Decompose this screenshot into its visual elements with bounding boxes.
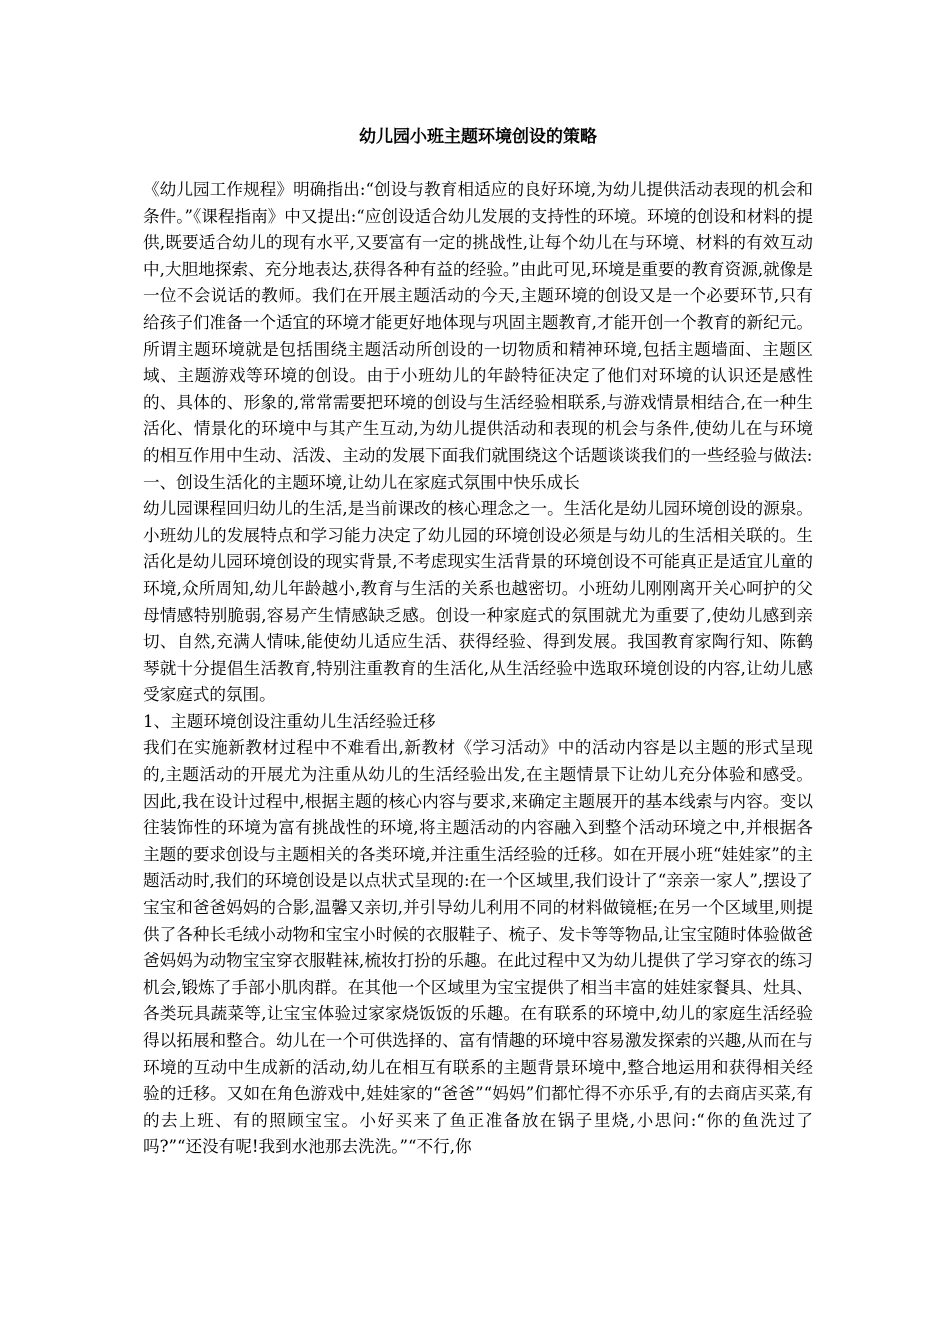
section-1-paragraph: 幼儿园课程回归幼儿的生活,是当前课改的核心理念之一。生活化是幼儿园环境创设的源泉。小班幼儿的发展特点和学习能力决定了幼儿园的环境创设必须是与幼儿的生活相关联的。生活化是幼儿园环境创设的现实背景,不考虑现实生活背景的环境创设不可能真正是适宜儿童的环境,众所周知,幼儿年龄越小,教育与生活的关系也越密切。小班幼儿刚刚离开关心呵护的父母情感特别脆弱,容易产生情感缺乏感。创设一种家庭式的氛围就尤为重要了,使幼儿感到亲切、自然,充满人情味,能使幼儿适应生活、获得经验、得到发展。我国教育家陶行知、陈鹤琴就十分提倡生活教育,特别注重教育的生活化,从生活经验中选取环境创设的内容,让幼儿感受家庭式的氛围。 [143,499,813,705]
document-title: 幼儿园小班主题环境创设的策略 [359,127,597,147]
intro-paragraph: 《幼儿园工作规程》明确指出:“创设与教育相适应的良好环境,为幼儿提供活动表现的机会和条件。”《课程指南》中又提出:“应创设适合幼儿发展的支持性的环境。环境的创设和材料的提供,既要适合幼儿的现有水平,又要富有一定的挑战性,让每个幼儿在与环境、材料的有效互动中,大胆地探索、充分地表达,获得各种有益的经验。”由此可见,环境是重要的教育资源,就像是一位不会说话的教师。我们在开展主题活动的今天,主题环境的创设又是一个必要环节,只有给孩子们准备一个适宜的环境才能更好地体现与巩固主题教育,才能开创一个教育的新纪元。所谓主题环境就是包括围绕主题活动所创设的一切物质和精神环境,包括主题墙面、主题区域、主题游戏等环境的创设。由于小班幼儿的年龄特征决定了他们对环境的认识还是感性的、具体的、形象的,常常需要把环境的创设与生活经验相联系,与游戏情景相结合,在一种生活化、情景化的环境中与其产生互动,为幼儿提供活动和表现的机会与条件,使幼儿在与环境的相互作用中生动、活泼、主动的发展下面我们就围绕这个话题谈谈我们的一些经验与做法: [143,180,813,465]
subsection-heading-1: 1、主题环境创设注重幼儿生活经验迁移 [143,711,436,731]
subsection-1-paragraph: 我们在实施新教材过程中不难看出,新教材《学习活动》中的活动内容是以主题的形式呈现的,主题活动的开展尤为注重从幼儿的生活经验出发,在主题情景下让幼儿充分体验和感受。因此,我在设计过程中,根据主题的核心内容与要求,来确定主题展开的基本线索与内容。变以往装饰性的环境为富有挑战性的环境,将主题活动的内容融入到整个活动环境之中,并根据各主题的要求创设与主题相关的各类环境,并注重生活经验的迁移。如在开展小班“娃娃家”的主题活动时,我们的环境创设是以点状式呈现的:在一个区域里,我们设计了“亲亲一家人”,摆设了宝宝和爸爸妈妈的合影,温馨又亲切,并引导幼儿利用不同的材料做镜框;在另一个区域里,则提供了各种长毛绒小动物和宝宝小时候的衣服鞋子、梳子、发卡等等物品,让宝宝随时体验做爸爸妈妈为动物宝宝穿衣服鞋袜,梳妆打扮的乐趣。在此过程中又为幼儿提供了学习穿衣的练习机会,锻炼了手部小肌肉群。在其他一个区域里为宝宝提供了相当丰富的娃娃家餐具、灶具、各类玩具蔬菜等,让宝宝体验过家家烧饭饭的乐趣。在有联系的环境中,幼儿的家庭生活经验得以拓展和整合。幼儿在一个可供选择的、富有情趣的环境中容易激发探索的兴趣,从而在与环境的互动中生成新的活动,幼儿在相互有联系的主题背景环境中,整合地运用和获得相关经验的迁移。又如在角色游戏中,娃娃家的“爸爸”“妈妈”们都忙得不亦乐乎,有的去商店买菜,有的去上班、有的照顾宝宝。小好买来了鱼正准备放在锅子里烧,小思问:“你的鱼洗过了吗?”“还没有呢!我到水池那去洗洗。”“不行,你 [143,738,813,1157]
document-body [143,177,813,1161]
section-heading-1: 一、创设生活化的主题环境,让幼儿在家庭式氛围中快乐成长 [143,472,580,492]
